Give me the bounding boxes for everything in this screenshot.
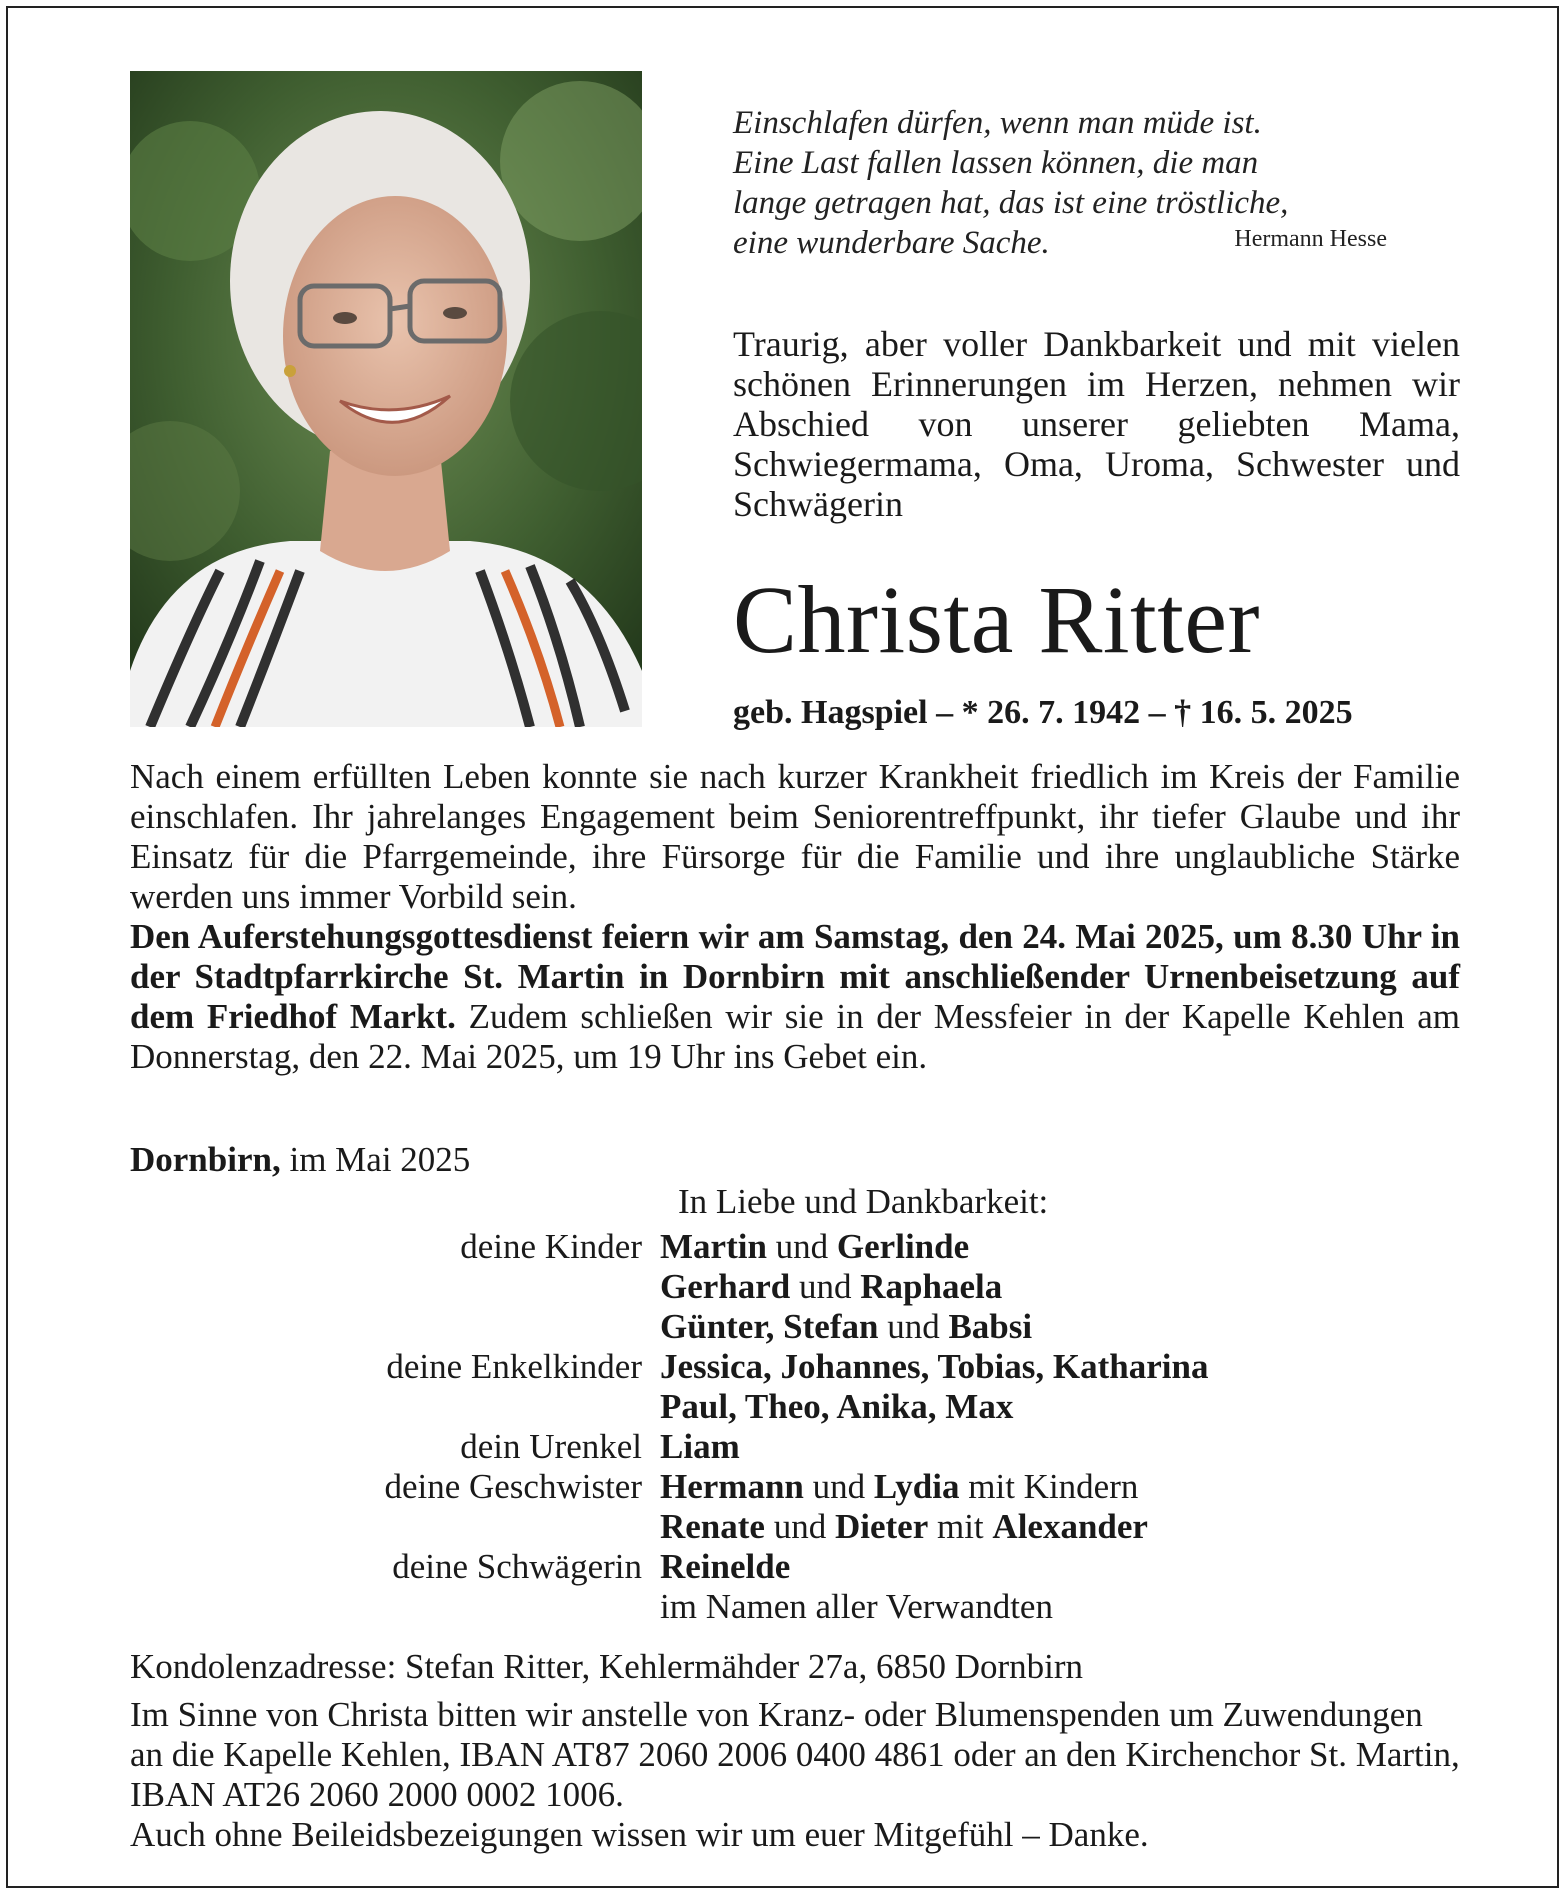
- place-month: im Mai 2025: [280, 1140, 471, 1179]
- quote-author: Hermann Hesse: [1234, 226, 1387, 252]
- family-names: Renate und Dieter mit Alexander: [660, 1507, 1148, 1546]
- service-details: Den Auferstehungsgottesdienst feiern wir am Samstag, den 24. Mai 2025, um 8.30 Uhr in der Stadtpfarrkirche St. Martin in Dornbirn mit anschließender Urnenbeisetzung auf dem Friedhof Markt.: [130, 917, 1460, 1036]
- portrait-photo: [130, 71, 642, 727]
- relatives-note: im Namen aller Verwandten: [660, 1587, 1053, 1626]
- relation-label: deine Schwägerin: [392, 1547, 642, 1586]
- quote-line: Einschlafen dürfen, wenn man müde ist.: [733, 105, 1262, 141]
- love-and-gratitude: In Liebe und Dankbarkeit:: [678, 1182, 1049, 1221]
- family-row: [130, 1507, 1460, 1547]
- family-names: Liam: [660, 1427, 740, 1466]
- family-names: Hermann und Lydia mit Kindern: [660, 1467, 1139, 1506]
- family-row: [130, 1587, 1460, 1627]
- family-names: Paul, Theo, Anika, Max: [660, 1387, 1014, 1426]
- family-row: [130, 1347, 1460, 1387]
- place-date: [130, 1140, 470, 1180]
- relation-label: deine Kinder: [460, 1227, 642, 1266]
- relation-label: deine Enkelkinder: [386, 1347, 642, 1386]
- prayer-details: Zudem schließen wir sie in der Messfeier in der Kapelle Kehlen am Donnerstag, den 22. Mai 2025, um 19 Uhr ins Gebet ein.: [130, 997, 1460, 1076]
- family-names: Martin und Gerlinde: [660, 1227, 970, 1266]
- family-names: Reinelde: [660, 1547, 791, 1586]
- family-row: [130, 1387, 1460, 1427]
- condolence-address: Kondolenzadresse: Stefan Ritter, Kehlermähder 27a, 6850 Dornbirn: [130, 1647, 1084, 1686]
- birth-death-dates: geb. Hagspiel – * 26. 7. 1942 – † 16. 5. 2025: [733, 694, 1353, 731]
- family-names: Gerhard und Raphaela: [660, 1267, 1003, 1306]
- family-list: [130, 1227, 1460, 1627]
- family-row: [130, 1267, 1460, 1307]
- quote-line: Eine Last fallen lassen können, die man: [733, 145, 1259, 181]
- family-row: [130, 1427, 1460, 1467]
- obituary-body: [130, 757, 1460, 1077]
- family-row: [130, 1307, 1460, 1347]
- relation-label: deine Geschwister: [384, 1467, 642, 1506]
- family-row: [130, 1547, 1460, 1587]
- place-city: Dornbirn,: [130, 1140, 281, 1179]
- closing-note: Auch ohne Beileidsbezeigungen wissen wir um euer Mitgefühl – Danke.: [130, 1815, 1149, 1854]
- relation-label: dein Urenkel: [460, 1427, 642, 1466]
- donation-note: Im Sinne von Christa bitten wir anstelle von Kranz- oder Blumenspenden um Zuwendungen an die Kapelle Kehlen, IBAN AT87 2060 2006 0400 4861 oder an den Kirchenchor St. Martin, IBAN AT26 2060 2000 0002 1006.: [130, 1695, 1460, 1814]
- footer: [130, 1647, 1460, 1855]
- family-names: Günter, Stefan und Babsi: [660, 1307, 1033, 1346]
- quote-line: eine wunderbare Sache.: [733, 225, 1050, 261]
- quote-line: lange getragen hat, das ist eine tröstliche,: [733, 185, 1289, 221]
- family-row: [130, 1467, 1460, 1507]
- poem-quote: [733, 103, 1463, 263]
- portrait-illustration: [130, 71, 642, 727]
- family-names: Jessica, Johannes, Tobias, Katharina: [660, 1347, 1209, 1386]
- family-row: [130, 1227, 1460, 1267]
- deceased-name: Christa Ritter: [733, 566, 1260, 673]
- obituary-paragraph: Nach einem erfüllten Leben konnte sie nach kurzer Krankheit friedlich im Kreis der Familie einschlafen. Ihr jahrelanges Engagement beim Seniorentreffpunkt, ihr tiefer Glaube und ihr Einsatz für die Pfarrgemeinde, ihre Fürsorge für die Familie und ihre unglaubliche Stärke werden uns immer Vorbild sein.: [130, 757, 1460, 916]
- intro-text: Traurig, aber voller Dankbarkeit und mit vielen schönen Erinnerungen im Herzen, nehmen wir Abschied von unserer geliebten Mama, Schwiegermama, Oma, Uroma, Schwester und Schwägerin: [733, 324, 1460, 524]
